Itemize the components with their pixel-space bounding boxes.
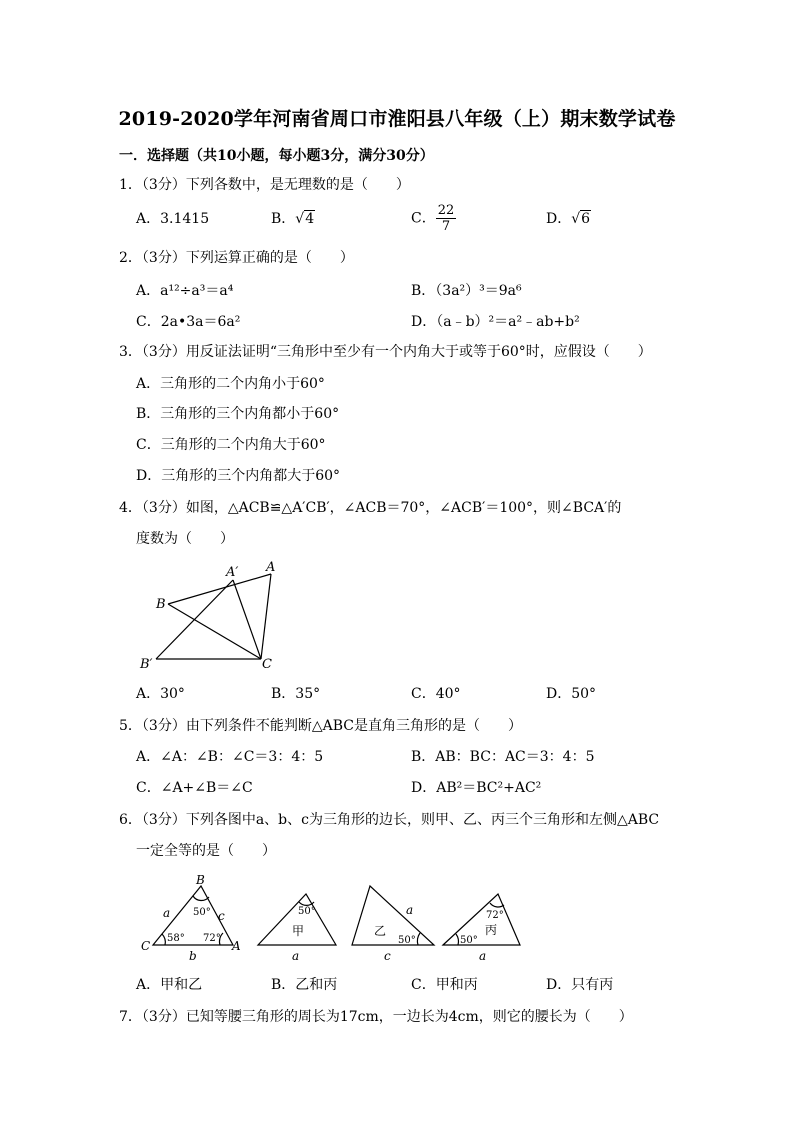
q6-yi-angle: 50° [398,935,416,946]
question-6-stem-cont: 一定全等的是（ ） [136,843,276,859]
question-7-stem: 7．（3分）已知等腰三角形的周长为17cm，一边长为4cm，则它的腰长为（ ） [119,1009,633,1025]
question-1-stem: 1．（3分）下列各数中，是无理数的是（ ） [119,177,410,193]
q3-option-b: B．三角形的三个内角都小于60° [136,406,340,422]
question-4-stem-cont: 度数为（ ） [136,531,234,547]
q4-label-b: B [156,597,166,612]
q2-option-a: A．a¹²÷a³＝a⁴ [136,283,234,299]
q6-figure [138,872,528,964]
q1-option-c: C． $\frac{22}{7}$ [411,203,455,234]
q5-option-c: C．∠A+∠B＝∠C [136,780,253,796]
q6-option-a: A．甲和乙 [136,977,203,993]
question-6-stem: 6．（3分）下列各图中a、b、c为三角形的边长，则甲、乙、丙三个三角形和左侧△ABC [119,812,660,828]
q6-jia-side-a: a [292,949,300,963]
q4-option-a: A．30° [136,686,185,702]
q6-label-yi: 乙 [374,924,387,938]
q6-label-c-vertex: C [141,939,151,953]
question-2-stem: 2．（3分）下列运算正确的是（ ） [119,250,354,266]
q6-bing-side-a: a [479,949,487,963]
q4-option-b: B．35° [271,686,321,702]
q6-label-bing: 丙 [485,923,498,937]
q6-abc-angle-b: 50° [193,907,211,918]
q6-jia-angle: 50° [298,906,316,917]
q6-abc-angle-a: 72° [203,933,221,944]
page-title: 2019-2020学年河南省周口市淮阳县八年级（上）期末数学试卷 [118,108,676,130]
q5-option-a: A．∠A：∠B：∠C＝3：4：5 [136,749,324,765]
question-5-stem: 5．（3分）由下列条件不能判断△ABC是直角三角形的是（ ） [119,718,522,734]
q4-label-a: A [266,560,276,575]
q2-option-c: C．2a•3a＝6a² [136,314,241,330]
q4-option-d: D．50° [546,686,597,702]
q6-bing-angle-50: 50° [460,935,478,946]
q6-option-d: D．只有丙 [546,977,614,993]
q4-figure [136,558,296,673]
question-3-stem: 3．（3分）用反证法证明“三角形中至少有一个内角大于或等于60°时，应假设（ ） [119,344,652,360]
q1-option-d: D．√6 [546,211,591,227]
section-heading: 一．选择题（共10小题，每小题3分，满分30分） [119,148,434,164]
q1-option-a: A．3.1415 [136,211,210,227]
q1-option-b: B．√4 [271,211,315,227]
q6-abc-side-a: a [163,906,171,920]
q6-label-a-vertex: A [232,939,241,953]
q6-label-b-vertex: B [196,873,205,887]
q6-label-jia: 甲 [292,924,305,938]
q6-bing-angle-72: 72° [486,910,504,921]
q2-option-d: D．（a﹣b）²＝a²﹣ab+b² [411,314,580,330]
q3-option-a: A．三角形的二个内角小于60° [136,376,325,392]
q3-option-d: D．三角形的三个内角都大于60° [136,468,341,484]
q6-yi-side-a: a [406,903,414,917]
q6-option-b: B．乙和丙 [271,977,338,993]
q4-label-c: C [262,657,272,672]
q6-option-c: C．甲和丙 [411,977,478,993]
q4-label-b-prime: B′ [140,657,153,672]
q6-abc-side-c: c [218,909,225,923]
q5-option-b: B．AB：BC：AC＝3：4：5 [411,749,595,765]
q6-yi-side-c: c [384,949,391,963]
q6-abc-side-b: b [189,949,197,963]
q4-option-c: C．40° [411,686,461,702]
q3-option-c: C．三角形的二个内角大于60° [136,437,326,453]
q2-option-b: B．（3a²）³＝9a⁶ [411,283,522,299]
question-4-stem: 4．（3分）如图，△ACB≌△A′CB′，∠ACB＝70°，∠ACB′＝100°，则∠BCA′的 [119,500,622,516]
q4-label-a-prime: A′ [226,565,239,580]
q5-option-d: D．AB²＝BC²+AC² [411,780,542,796]
q6-abc-angle-c: 58° [167,933,185,944]
